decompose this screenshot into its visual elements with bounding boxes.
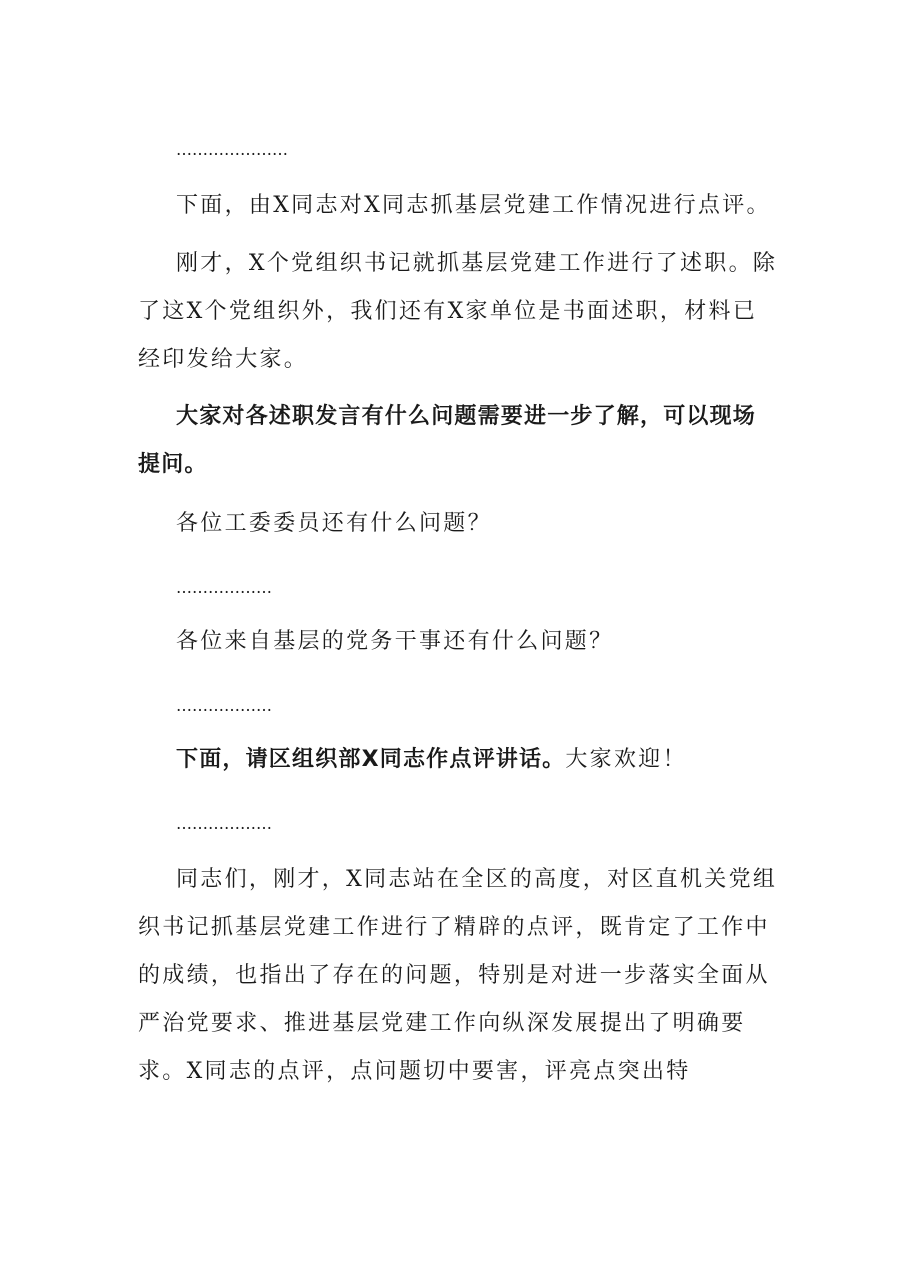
ellipsis-line: ……………… — [176, 578, 272, 597]
ellipsis-line: ……………… — [176, 814, 272, 833]
paragraph-report-summary: 刚才，X个党组织书记就抓基层党建工作进行了述职。除了这X个党组织外，我们还有X家单位是书面述职，材料已经印发给大家。 — [138, 251, 778, 372]
ellipsis-line: ………………… — [176, 140, 288, 159]
paragraph-committee-question: 各位工委委员还有什么问题？ — [176, 511, 492, 536]
paragraph-closing-remarks: 同志们，刚才，X同志站在全区的高度，对区直机关党组织书记抓基层党建工作进行了精辟的点评，既肯定了工作中的成绩，也指出了存在的问题，特别是对进一步落实全面从严治党要求、推进基层党建工作向纵深发展提出了明确要求。X同志的点评，点问题切中要害，评亮点突出特 — [138, 867, 778, 1084]
paragraph-intro-comment: 下面，由X同志对X同志抓基层党建工作情况进行点评。 — [176, 193, 771, 218]
speech-invite-bold: 下面，请区组织部X同志作点评讲话。 — [176, 747, 566, 772]
paragraph-staff-question: 各位来自基层的党务干事还有什么问题？ — [176, 629, 614, 654]
ellipsis-line: ……………… — [176, 696, 272, 715]
paragraph-speech-invite — [138, 736, 778, 784]
paragraph-question-prompt: 大家对各述职发言有什么问题需要进一步了解，可以现场提问。 — [138, 404, 757, 477]
speech-invite-normal: 大家欢迎！ — [565, 747, 687, 772]
